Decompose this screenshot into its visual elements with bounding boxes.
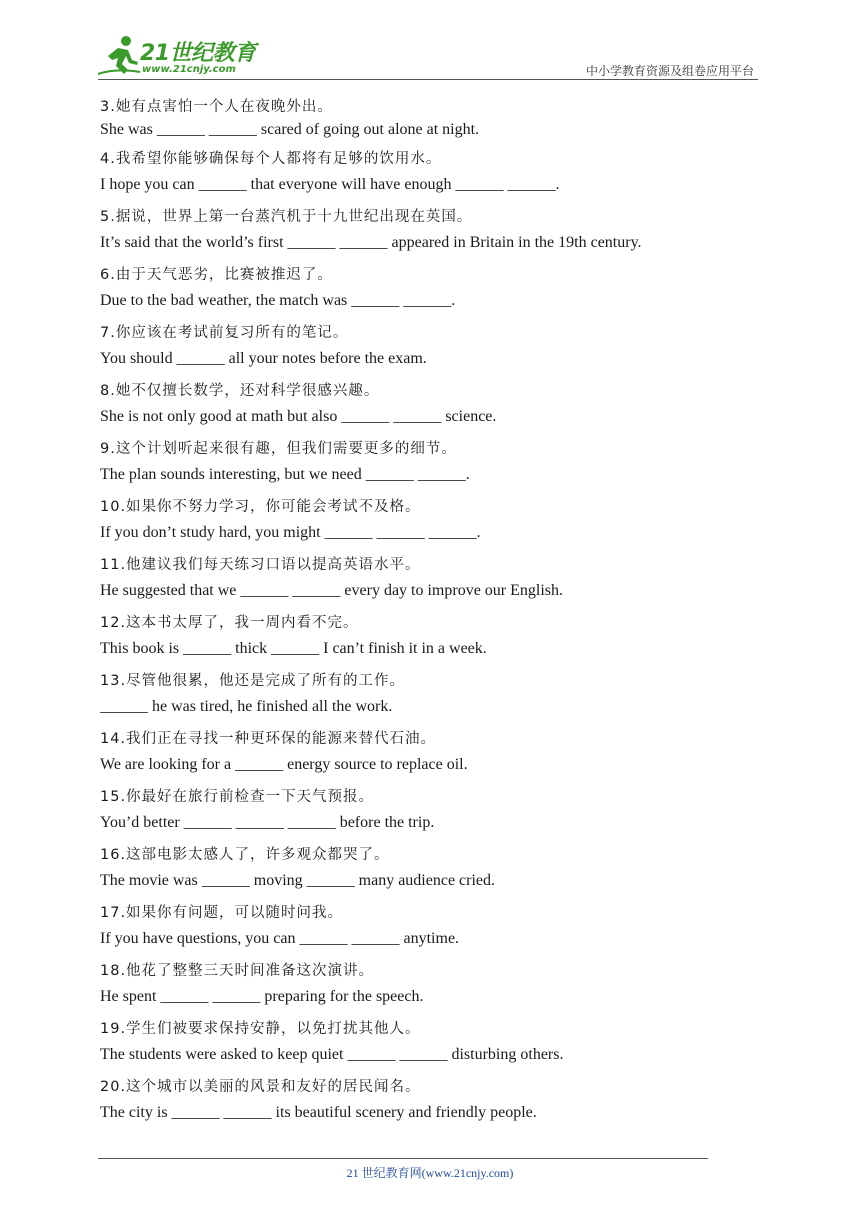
question-chinese: 12.这本书太厚了，我一周内看不完。 xyxy=(100,615,359,631)
question-english: You should ______ all your notes before the exam. xyxy=(100,350,427,367)
question-english: I hope you can ______ that everyone will have enough ______ ______. xyxy=(100,176,560,193)
question-item xyxy=(100,670,760,722)
site-logo[interactable] xyxy=(96,34,266,80)
question-chinese: 9.这个计划听起来很有趣，但我们需要更多的细节。 xyxy=(100,441,457,457)
question-list xyxy=(100,96,760,1134)
question-item xyxy=(100,1018,760,1070)
question-item xyxy=(100,844,760,896)
question-chinese: 6.由于天气恶劣，比赛被推迟了。 xyxy=(100,267,333,283)
question-chinese: 15.你最好在旅行前检查一下天气预报。 xyxy=(100,789,375,805)
question-chinese: 5.据说，世界上第一台蒸汽机于十九世纪出现在英国。 xyxy=(100,209,473,225)
question-chinese: 8.她不仅擅长数学，还对科学很感兴趣。 xyxy=(100,383,380,399)
question-english: The movie was ______ moving ______ many audience cried. xyxy=(100,872,496,889)
question-english: ______ he was tired, he finished all the work. xyxy=(100,698,393,715)
question-item xyxy=(100,380,760,432)
question-item xyxy=(100,902,760,954)
question-item xyxy=(100,264,760,316)
question-chinese: 20.这个城市以美丽的风景和友好的居民闻名。 xyxy=(100,1079,421,1095)
question-english: The students were asked to keep quiet ______ ______ disturbing others. xyxy=(100,1046,564,1063)
question-item xyxy=(100,206,760,258)
question-english: It’s said that the world’s first ______ ______ appeared in Britain in the 19th century. xyxy=(100,234,642,251)
question-chinese: 17.如果你有问题，可以随时问我。 xyxy=(100,905,344,921)
question-english: If you have questions, you can ______ ______ anytime. xyxy=(100,930,460,947)
question-english: You’d better ______ ______ ______ before the trip. xyxy=(100,814,435,831)
question-item xyxy=(100,438,760,490)
question-chinese: 19.学生们被要求保持安静，以免打扰其他人。 xyxy=(100,1021,421,1037)
question-english: If you don’t study hard, you might ______ ______ ______. xyxy=(100,524,481,541)
question-chinese: 13.尽管他很累，他还是完成了所有的工作。 xyxy=(100,673,406,689)
question-chinese: 14.我们正在寻找一种更环保的能源来替代石油。 xyxy=(100,731,437,747)
logo-url: www.21cnjy.com xyxy=(142,64,236,75)
platform-name: 中小学教育资源及组卷应用平台 xyxy=(585,64,754,78)
question-item xyxy=(100,960,760,1012)
question-chinese: 4.我希望你能够确保每个人都将有足够的饮用水。 xyxy=(100,151,442,167)
question-item xyxy=(100,96,760,142)
question-item xyxy=(100,1076,760,1128)
question-chinese: 7.你应该在考试前复习所有的笔记。 xyxy=(100,325,349,341)
question-english: She is not only good at math but also ______ ______ science. xyxy=(100,408,497,425)
question-chinese: 11.他建议我们每天练习口语以提高英语水平。 xyxy=(100,557,421,573)
question-item xyxy=(100,728,760,780)
question-english: He spent ______ ______ preparing for the speech. xyxy=(100,988,424,1005)
question-item xyxy=(100,554,760,606)
question-english: Due to the bad weather, the match was ______ ______. xyxy=(100,292,456,309)
question-chinese: 18.他花了整整三天时间准备这次演讲。 xyxy=(100,963,375,979)
question-chinese: 16.这部电影太感人了，许多观众都哭了。 xyxy=(100,847,390,863)
question-english: The city is ______ ______ its beautiful scenery and friendly people. xyxy=(100,1104,537,1121)
question-english: She was ______ ______ scared of going out alone at night. xyxy=(100,121,480,138)
runner-logo-icon xyxy=(96,34,142,78)
question-english: The plan sounds interesting, but we need ______ ______. xyxy=(100,466,470,483)
logo-text: 21世纪教育 xyxy=(140,41,256,66)
question-item xyxy=(100,612,760,664)
question-item xyxy=(100,322,760,374)
question-english: This book is ______ thick ______ I can’t finish it in a week. xyxy=(100,640,487,657)
page-header xyxy=(0,0,860,86)
question-item xyxy=(100,786,760,838)
footer-divider xyxy=(98,1158,708,1159)
header-divider xyxy=(98,79,758,80)
question-chinese: 3.她有点害怕一个人在夜晚外出。 xyxy=(100,99,333,115)
page-footer[interactable]: 21 世纪教育网(www.21cnjy.com) xyxy=(346,1166,514,1180)
question-english: He suggested that we ______ ______ every day to improve our English. xyxy=(100,582,564,599)
question-chinese: 10.如果你不努力学习，你可能会考试不及格。 xyxy=(100,499,421,515)
question-item xyxy=(100,148,760,200)
question-english: We are looking for a ______ energy source to replace oil. xyxy=(100,756,468,773)
question-item xyxy=(100,496,760,548)
